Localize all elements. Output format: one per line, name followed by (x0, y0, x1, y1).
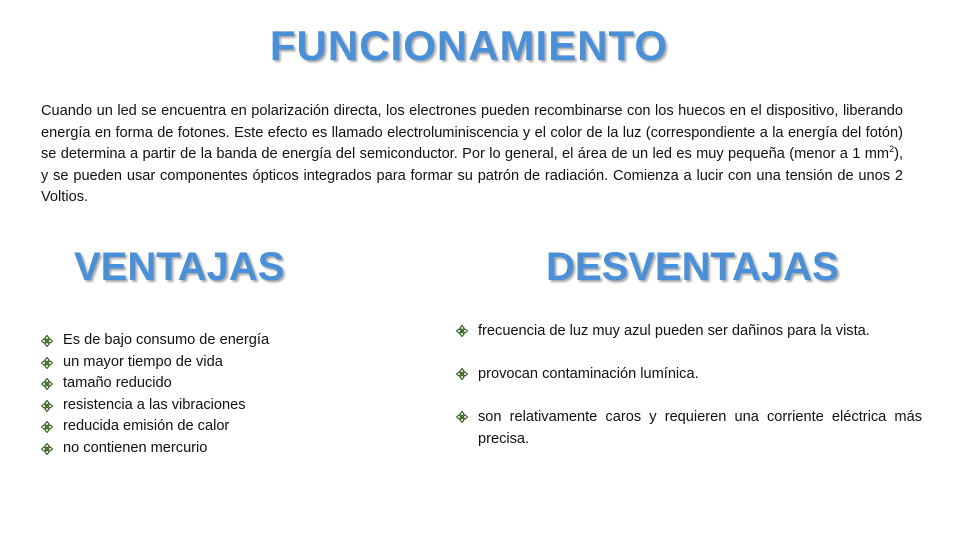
ventajas-list (41, 330, 341, 460)
ventajas-item-text: tamaño reducido (63, 375, 172, 392)
ventajas-item-text: resistencia a las vibraciones (63, 396, 246, 413)
ventajas-item (41, 352, 341, 374)
ventajas-item (41, 330, 341, 352)
ventajas-item-text: reducida emisión de calor (63, 418, 230, 435)
ventajas-item-text: no contienen mercurio (63, 439, 208, 456)
diamond-bullet-icon (41, 395, 55, 416)
page-title-text: FUNCIONAMIENTO (269, 22, 669, 69)
intro-superscript: 2 (889, 144, 895, 155)
desventajas-item (456, 406, 922, 450)
ventajas-heading: VENTAJAS (74, 245, 285, 289)
intro-paragraph (41, 101, 903, 209)
desventajas-item (456, 320, 922, 342)
diamond-bullet-icon (456, 363, 470, 384)
ventajas-item (41, 373, 341, 395)
desventajas-item-text: son relativamente caros y requieren una corriente eléctrica más precisa. (478, 409, 922, 447)
intro-text-end: ), y se pueden usar componentes ópticos integrados para formar su patrón de radiación. Comienza a lucir con una tensión de unos 2 Voltios. (41, 146, 903, 206)
diamond-bullet-icon (41, 416, 55, 437)
page-title (0, 22, 960, 70)
ventajas-item (41, 438, 341, 460)
diamond-bullet-icon (41, 330, 55, 351)
intro-text-start: Cuando un led se encuentra en polarización directa, los electrones pueden recombinarse con los huecos en el dispositivo, liberando energía en forma de fotones. Este efecto es llamado electroluminiscencia y el color de la luz (correspondiente a la energía del fotón) se determina a partir de la banda de energía del semiconductor. Por lo general, el área de un led es muy pequeña (menor a 1 mm (41, 103, 903, 163)
desventajas-list (456, 320, 922, 450)
diamond-bullet-icon (41, 373, 55, 394)
ventajas-item (41, 416, 341, 438)
diamond-bullet-icon (456, 406, 470, 427)
ventajas-item-text: Es de bajo consumo de energía (63, 332, 270, 348)
diamond-bullet-icon (41, 438, 55, 459)
diamond-bullet-icon (456, 320, 470, 341)
diamond-bullet-icon (41, 352, 55, 373)
desventajas-heading: DESVENTAJAS (546, 245, 839, 289)
desventajas-item-text: provocan contaminación lumínica. (478, 366, 699, 382)
ventajas-item (41, 395, 341, 417)
ventajas-item-text: un mayor tiempo de vida (63, 353, 223, 370)
desventajas-item-text: frecuencia de luz muy azul pueden ser dañinos para la vista. (478, 323, 870, 339)
desventajas-item (456, 363, 922, 385)
